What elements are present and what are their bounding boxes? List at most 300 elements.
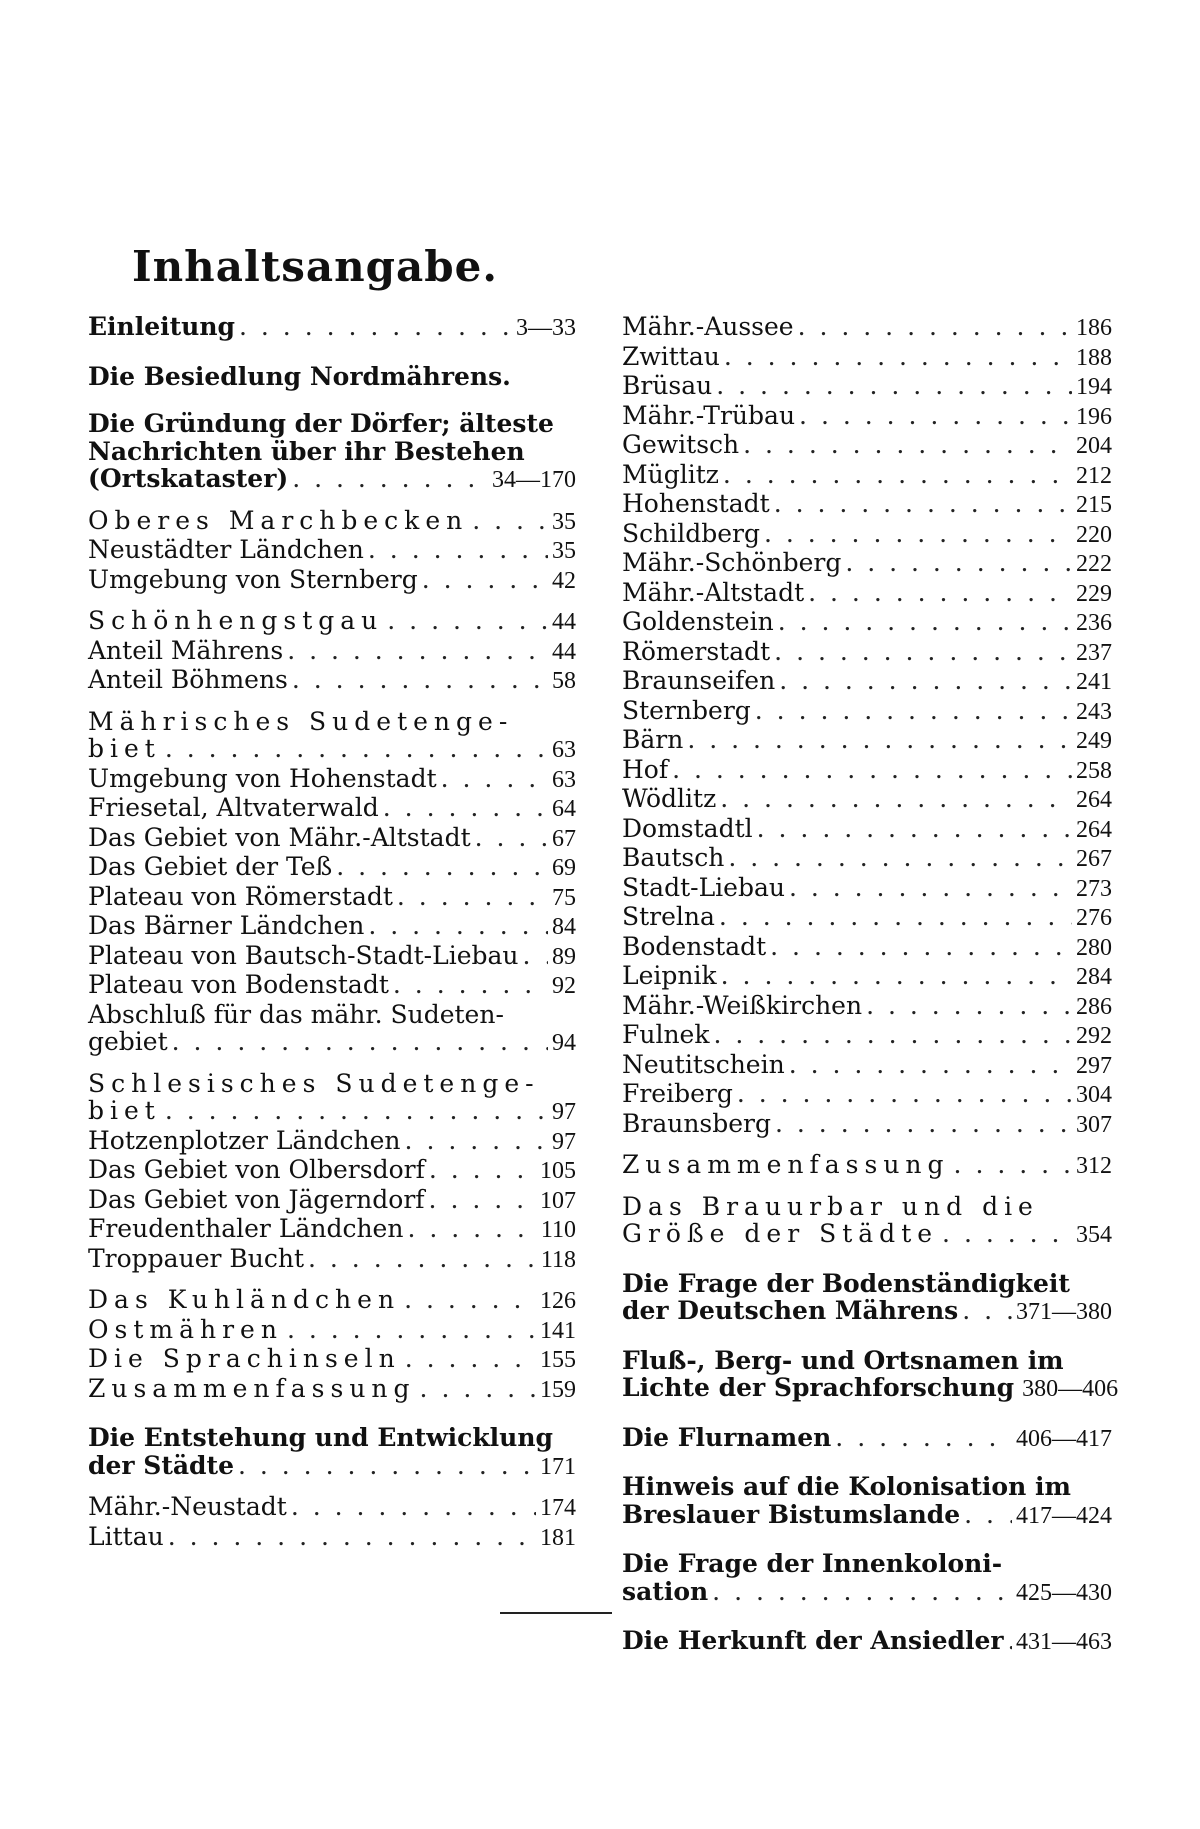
toc-entry — [622, 638, 1112, 668]
toc-page-number: 273 — [1076, 875, 1112, 902]
toc-entry — [622, 815, 1112, 845]
toc-page-number: 110 — [540, 1217, 576, 1243]
toc-row — [622, 1220, 1112, 1250]
toc-row — [622, 815, 1112, 845]
toc-row — [88, 824, 576, 854]
toc-row — [622, 1373, 1119, 1404]
toc-page-number: 174 — [540, 1495, 576, 1521]
toc-page-number: 280 — [1076, 934, 1112, 961]
toc-entry-label: Gewitsch — [622, 430, 740, 459]
toc-entry-label: Plateau von Römerstadt — [88, 881, 393, 911]
toc-entry — [622, 1424, 1112, 1454]
toc-row — [88, 1186, 576, 1216]
toc-entry — [622, 1151, 1112, 1181]
toc-page-number: 35 — [552, 508, 576, 535]
toc-page-number: 194 — [1076, 374, 1112, 400]
toc-entry-label: Einleitung — [88, 312, 236, 341]
toc-entry-label: Mähr.-Aussee — [622, 312, 794, 341]
toc-page-number: 42 — [552, 567, 576, 594]
toc-entry-label: Schildberg — [622, 518, 760, 548]
toc-entry — [622, 1021, 1112, 1051]
toc-entry-label: Zusammenfassung — [88, 1373, 416, 1403]
toc-entry — [88, 1215, 576, 1245]
toc-entry — [622, 874, 1112, 904]
toc-page-number: 35 — [552, 538, 576, 564]
toc-entry-label: biet — [88, 1096, 161, 1125]
leader-dots — [523, 942, 548, 970]
toc-entry-line: Mährisches Sudetenge- — [88, 706, 514, 736]
toc-entry-label: Müglitz — [622, 459, 719, 489]
toc-row — [88, 1156, 576, 1186]
toc-entry — [88, 1156, 576, 1186]
toc-entry-label: Mähr.-Neustadt — [88, 1492, 287, 1521]
leader-dots — [238, 1452, 536, 1480]
toc-entry — [88, 794, 576, 824]
toc-page-number: 431—463 — [1016, 1629, 1112, 1655]
toc-entry — [622, 431, 1112, 461]
toc-entry — [622, 1627, 1112, 1657]
leader-dots — [292, 666, 548, 694]
toc-entry-label: Breslauer Bistumslande — [622, 1499, 961, 1529]
toc-entry-label: Strelna — [622, 902, 715, 931]
toc-entry — [88, 708, 576, 765]
toc-page-number: 243 — [1076, 698, 1112, 725]
toc-entry-label: Hotzenplotzer Ländchen — [88, 1125, 401, 1155]
toc-entry — [622, 756, 1112, 786]
toc-entry-label: Mähr.-Trübau — [622, 400, 796, 430]
toc-entry-label: Littau — [88, 1521, 164, 1551]
toc-row — [622, 933, 1112, 963]
leader-dots — [789, 874, 1072, 902]
leader-dots — [429, 1186, 536, 1214]
toc-entry-label: Die Herkunft der Ansiedler — [622, 1626, 1004, 1655]
toc-entry — [622, 726, 1112, 756]
toc-row — [88, 912, 576, 942]
leader-dots — [720, 785, 1072, 813]
toc-entry-label: Größe der Städte — [622, 1219, 939, 1248]
toc-entry-line: Die Entstehung und Entwicklung — [88, 1423, 554, 1452]
leader-dots — [291, 1493, 536, 1521]
leader-dots — [368, 912, 548, 940]
toc-page-number: 371—380 — [1016, 1299, 1112, 1325]
toc-entry — [622, 1051, 1112, 1081]
leader-dots — [239, 313, 512, 341]
toc-page-number: 264 — [1076, 787, 1112, 813]
leader-dots — [774, 638, 1072, 666]
toc-row — [88, 1097, 576, 1127]
toc-entry — [88, 536, 576, 566]
toc-page-number: 312 — [1076, 1153, 1112, 1179]
toc-entry-label: Bodenstadt — [622, 931, 767, 961]
toc-row — [88, 607, 576, 637]
toc-row — [622, 343, 1112, 373]
leader-dots — [954, 1151, 1072, 1179]
toc-row — [88, 971, 576, 1001]
toc-entry — [622, 313, 1112, 343]
toc-left-column — [88, 313, 576, 1552]
toc-entry-label: Plateau von Bautsch-Stadt-Liebau — [88, 940, 519, 970]
toc-entry — [622, 549, 1112, 579]
toc-page-number: 89 — [552, 943, 576, 970]
toc-entry-label: Das Gebiet von Jägerndorf — [88, 1184, 425, 1214]
toc-entry-line: Nachrichten über ihr Bestehen — [88, 436, 525, 466]
leader-dots — [1008, 1627, 1012, 1655]
leader-dots — [336, 853, 548, 881]
toc-page-number: 229 — [1076, 580, 1112, 607]
leader-dots — [778, 608, 1072, 636]
toc-row — [622, 579, 1112, 609]
toc-entry — [88, 971, 576, 1001]
toc-page-number: 307 — [1076, 1111, 1112, 1138]
toc-row — [88, 1523, 576, 1553]
toc-page-number: 84 — [552, 914, 576, 940]
toc-row — [88, 735, 576, 765]
toc-page-number: 126 — [540, 1288, 576, 1314]
toc-entry-label: Wödlitz — [622, 784, 717, 813]
toc-page-number: 107 — [540, 1187, 576, 1214]
toc-entry-label: Die Sprachinseln — [88, 1344, 401, 1373]
toc-page-number: 67 — [552, 825, 576, 852]
toc-row — [622, 844, 1112, 874]
toc-row — [88, 1028, 576, 1058]
toc-entry — [622, 1550, 1112, 1607]
toc-entry-label: der Städte — [88, 1450, 234, 1480]
leader-dots — [942, 1220, 1072, 1248]
toc-row — [88, 313, 576, 343]
toc-entry-label: Leipnik — [622, 961, 717, 990]
toc-entry-line: Die Frage der Innenkoloni- — [622, 1549, 1003, 1578]
toc-page-number: 58 — [552, 668, 576, 694]
toc-row — [88, 1286, 576, 1316]
toc-entry-label: Mähr.-Schönberg — [622, 548, 842, 577]
toc-page-number: 118 — [540, 1246, 576, 1273]
toc-entry — [88, 1070, 576, 1127]
toc-row — [622, 313, 1112, 343]
toc-row — [88, 637, 576, 667]
toc-page-number: 105 — [540, 1158, 576, 1184]
leader-dots — [407, 1215, 536, 1243]
toc-row — [622, 756, 1112, 786]
toc-entry-label: Braunsberg — [622, 1108, 772, 1138]
toc-row — [88, 1245, 576, 1275]
toc-page-number: 69 — [552, 855, 576, 881]
toc-page-number: 284 — [1076, 964, 1112, 990]
leader-dots — [712, 1578, 1012, 1606]
toc-row — [622, 549, 1112, 579]
toc-entry — [622, 461, 1112, 491]
leader-dots — [393, 971, 548, 999]
leader-dots — [165, 735, 548, 763]
toc-entry — [622, 1193, 1112, 1250]
toc-row — [88, 883, 576, 913]
toc-entry-label: Schönhengstgau — [88, 606, 384, 635]
toc-entry — [622, 608, 1112, 638]
leader-dots — [716, 372, 1072, 400]
toc-page-number: 204 — [1076, 433, 1112, 459]
toc-entry — [622, 1110, 1112, 1140]
toc-page-number: 141 — [540, 1317, 576, 1344]
leader-dots — [798, 313, 1072, 341]
toc-entry — [88, 942, 576, 972]
toc-entry — [88, 1186, 576, 1216]
leader-dots — [774, 490, 1072, 518]
toc-entry-line: Das Brauurbar und die — [622, 1191, 1039, 1221]
toc-page-number: 92 — [552, 973, 576, 999]
toc-row — [622, 461, 1112, 491]
leader-dots — [287, 1316, 536, 1344]
leader-dots — [172, 1028, 548, 1056]
toc-entry — [88, 566, 576, 596]
toc-row — [622, 697, 1112, 727]
leader-dots — [475, 824, 548, 852]
toc-row — [622, 372, 1112, 402]
toc-page-number: 354 — [1076, 1222, 1112, 1248]
toc-row — [88, 942, 576, 972]
toc-entry-label: Lichte der Sprachforschung — [622, 1373, 1015, 1402]
leader-dots — [835, 1424, 1012, 1452]
toc-page-number: 236 — [1076, 610, 1112, 636]
toc-entry — [622, 962, 1112, 992]
toc-row — [622, 726, 1112, 756]
toc-entry — [622, 1270, 1112, 1327]
divider-rule — [500, 1612, 612, 1614]
toc-page-number: 249 — [1076, 728, 1112, 754]
leader-dots — [292, 465, 488, 493]
toc-row — [88, 765, 576, 795]
toc-row — [88, 1452, 576, 1482]
toc-row — [622, 667, 1112, 697]
toc-page-number: 215 — [1076, 492, 1112, 518]
toc-entry — [88, 1345, 576, 1375]
toc-entry — [88, 507, 576, 537]
toc-row — [622, 1110, 1112, 1140]
toc-entry-label: Mähr.-Weißkirchen — [622, 990, 863, 1020]
toc-row — [88, 566, 576, 596]
toc-entry-label: Das Gebiet der Teß — [88, 852, 333, 881]
toc-entry-line: Die Frage der Bodenständigkeit — [622, 1268, 1070, 1298]
toc-page-number: 264 — [1076, 816, 1112, 843]
toc-row — [88, 1345, 576, 1375]
leader-dots — [808, 579, 1072, 607]
toc-page-number: 212 — [1076, 462, 1112, 489]
leader-dots — [789, 1051, 1072, 1079]
toc-right-column — [622, 312, 1119, 1657]
toc-entry — [622, 343, 1112, 373]
toc-entry — [88, 853, 576, 883]
toc-entry-label: biet — [88, 734, 161, 763]
toc-entry-label: Das Gebiet von Olbersdorf — [88, 1155, 425, 1184]
leader-dots — [866, 992, 1072, 1020]
leader-dots — [405, 1127, 548, 1155]
toc-entry — [622, 667, 1112, 697]
toc-page-number: 222 — [1076, 551, 1112, 577]
toc-row — [622, 1021, 1112, 1051]
toc-entry-line: Hinweis auf die Kolonisation im — [622, 1472, 1071, 1501]
leader-dots — [721, 962, 1072, 990]
toc-entry-line: Die Besiedlung Nordmährens. — [88, 361, 511, 391]
toc-entry-label: Oberes Marchbecken — [88, 505, 469, 535]
toc-entry — [88, 1245, 576, 1275]
leader-dots — [755, 697, 1072, 725]
toc-entry-label: gebiet — [88, 1027, 168, 1056]
toc-entry — [622, 1345, 1119, 1404]
toc-entry-label: Goldenstein — [622, 607, 774, 636]
toc-entry — [88, 666, 576, 696]
leader-dots — [964, 1501, 1012, 1529]
toc-row — [622, 638, 1112, 668]
toc-entry — [88, 637, 576, 667]
toc-entry — [622, 372, 1112, 402]
leader-dots — [737, 1080, 1072, 1108]
toc-row — [88, 507, 576, 537]
leader-dots — [723, 461, 1072, 489]
toc-entry-label: Freudenthaler Ländchen — [88, 1214, 404, 1243]
toc-entry-label: Hof — [622, 754, 669, 784]
leader-dots — [714, 1021, 1073, 1049]
toc-row — [622, 402, 1112, 432]
leader-dots — [770, 933, 1072, 961]
toc-page-number: 186 — [1076, 315, 1112, 341]
leader-dots — [422, 566, 548, 594]
toc-row — [622, 1297, 1112, 1327]
toc-row — [622, 962, 1112, 992]
toc-row — [622, 903, 1112, 933]
toc-entry-label: Fulnek — [622, 1020, 710, 1049]
toc-entry-label: Stadt-Liebau — [622, 872, 785, 902]
toc-entry — [622, 697, 1112, 727]
toc-entry — [88, 607, 576, 637]
toc-page-number: 220 — [1076, 521, 1112, 548]
toc-page-number: 286 — [1076, 993, 1112, 1020]
toc-entry-label: Bautsch — [622, 843, 725, 872]
toc-entry — [622, 844, 1112, 874]
toc-page-number: 258 — [1076, 757, 1112, 784]
toc-entry-line: Schlesisches Sudetenge- — [88, 1068, 540, 1098]
leader-dots — [287, 637, 548, 665]
toc-page-number: 181 — [540, 1524, 576, 1551]
toc-page-number: 3—33 — [516, 315, 576, 341]
toc-row — [88, 1375, 576, 1405]
toc-entry-label: Ostmähren — [88, 1314, 283, 1344]
toc-row — [622, 874, 1112, 904]
leader-dots — [397, 883, 548, 911]
toc-entry-label: Neustädter Ländchen — [88, 535, 364, 564]
toc-entry-label: Hohenstadt — [622, 489, 770, 518]
toc-page-number: 276 — [1076, 905, 1112, 931]
toc-entry-label: Zusammenfassung — [622, 1150, 950, 1179]
toc-entry-label: Troppauer Bucht — [88, 1243, 305, 1273]
toc-page-number: 267 — [1076, 846, 1112, 872]
leader-dots — [764, 520, 1072, 548]
toc-entry-line: Die Gründung der Dörfer; älteste — [88, 409, 554, 438]
toc-page-number: 292 — [1076, 1023, 1112, 1049]
toc-page-number: 97 — [552, 1099, 576, 1125]
leader-dots — [687, 726, 1072, 754]
toc-page-number: 63 — [552, 737, 576, 763]
toc-entry — [622, 579, 1112, 609]
toc-page-number: 297 — [1076, 1052, 1112, 1079]
leader-dots — [308, 1245, 537, 1273]
leader-dots — [441, 765, 548, 793]
toc-entry-label: (Ortskataster) — [88, 464, 289, 493]
leader-dots — [165, 1097, 548, 1125]
toc-entry-label: Das Kuhländchen — [88, 1285, 401, 1314]
leader-dots — [405, 1345, 536, 1373]
toc-entry-label: Domstadtl — [622, 813, 753, 843]
toc-entry-label: Anteil Böhmens — [88, 665, 288, 694]
toc-entry — [88, 1493, 576, 1523]
toc-page-number: 155 — [540, 1347, 576, 1373]
toc-page-number: 241 — [1076, 669, 1112, 695]
toc-entry — [622, 933, 1112, 963]
page-title: Inhaltsangabe. — [132, 242, 498, 291]
toc-row — [88, 1127, 576, 1157]
toc-entry-label: Neutitschein — [622, 1049, 785, 1079]
toc-entry — [88, 765, 576, 795]
leader-dots — [728, 844, 1072, 872]
leader-dots — [429, 1156, 536, 1184]
toc-entry-label: Umgebung von Sternberg — [88, 564, 418, 594]
leader-dots — [845, 549, 1072, 577]
toc-entry — [88, 1286, 576, 1316]
toc-page-number: 64 — [552, 796, 576, 822]
toc-entry — [88, 1523, 576, 1553]
toc-entry-label: Mähr.-Altstadt — [622, 577, 805, 607]
toc-entry — [622, 1473, 1112, 1530]
toc-entry — [622, 402, 1112, 432]
toc-row — [88, 666, 576, 696]
toc-page-number: 44 — [552, 638, 576, 665]
leader-dots — [719, 903, 1072, 931]
toc-page-number: 380—406 — [1022, 1376, 1119, 1402]
toc-entry — [88, 883, 576, 913]
toc-entry-label: Friesetal, Altvaterwald — [88, 793, 379, 822]
toc-row — [622, 1627, 1112, 1657]
toc-page-number: 417—424 — [1016, 1502, 1112, 1529]
toc-row — [622, 1578, 1112, 1608]
toc-page-number: 171 — [540, 1453, 576, 1480]
toc-page-number: 75 — [552, 884, 576, 911]
leader-dots — [387, 607, 548, 635]
toc-row — [622, 1151, 1112, 1181]
toc-entry-label: Das Gebiet von Mähr.-Altstadt — [88, 822, 471, 852]
toc-row — [622, 992, 1112, 1022]
toc-entry-label: der Deutschen Mährens — [622, 1296, 959, 1325]
toc-page-number: 94 — [552, 1030, 576, 1056]
leader-dots — [779, 667, 1072, 695]
toc-row — [622, 1051, 1112, 1081]
toc-page-number: 97 — [552, 1128, 576, 1155]
toc-entry-label: Plateau von Bodenstadt — [88, 970, 389, 999]
toc-row — [622, 608, 1112, 638]
toc-entry-line: Abschluß für das mähr. Sudeten- — [88, 999, 504, 1029]
toc-entry-label: Freiberg — [622, 1079, 733, 1108]
toc-entry — [622, 903, 1112, 933]
toc-entry — [88, 1424, 576, 1481]
toc-entry — [622, 1080, 1112, 1110]
toc-entry-label: Sternberg — [622, 695, 751, 725]
toc-entry-label: Römerstadt — [622, 636, 771, 666]
toc-entry-label: Zwittau — [622, 341, 720, 371]
toc-entry-label: Das Bärner Ländchen — [88, 911, 365, 940]
toc-row — [88, 465, 576, 495]
toc-page-number: 63 — [552, 766, 576, 793]
toc-row — [622, 785, 1112, 815]
toc-entry — [88, 1316, 576, 1346]
leader-dots — [724, 343, 1072, 371]
toc-page-number: 196 — [1076, 403, 1112, 430]
toc-page-number: 34—170 — [492, 467, 576, 493]
